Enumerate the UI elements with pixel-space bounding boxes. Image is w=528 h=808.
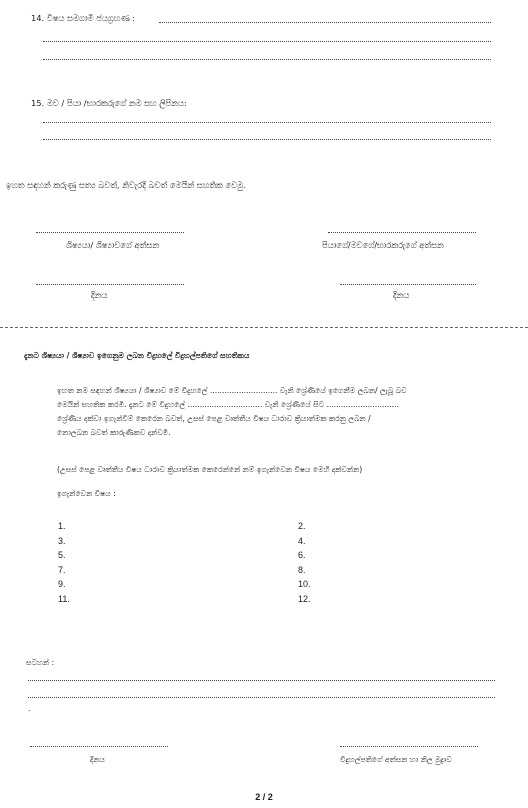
student-signature-line[interactable] [36, 232, 184, 233]
q14-answer-line[interactable] [43, 41, 491, 42]
q15-answer-line[interactable] [43, 139, 491, 140]
subject-number: 7. [58, 565, 66, 575]
declaration-text: ඉහත සඳහන් කරුණු සත්‍ය බවත්, නිවැරදි බවත් මෙයින් සහතික වෙමු. [6, 180, 246, 190]
certificate-date-label: දිනය [90, 755, 105, 764]
subject-number: 6. [298, 550, 306, 560]
date-line-left[interactable] [36, 284, 184, 285]
date-label-right: දිනය [393, 290, 410, 300]
student-signature-label: ශිෂ්‍යයා/ ශිෂ්‍යාවගේ අත්සන [66, 240, 159, 250]
principal-signature-line[interactable] [340, 746, 478, 747]
subject-number: 9. [58, 579, 66, 589]
remarks-line[interactable] [28, 697, 495, 698]
subject-number: 3. [58, 536, 66, 546]
subject-number: 1. [58, 521, 66, 531]
remarks-dot: . [28, 704, 31, 713]
q14-answer-line[interactable] [43, 59, 491, 60]
subject-number: 4. [298, 536, 306, 546]
parent-signature-label: පියාගේ/මවගේ/භාරකරුගේ අත්සන [322, 240, 444, 250]
subjects-label: ඉගැන්වෙන විෂය : [57, 489, 116, 498]
q15-label: 15. මව / පියා /භාරකරුගේ නම සහ ලිපිනය: [31, 98, 187, 108]
page-number: 2 / 2 [255, 792, 273, 802]
subject-number: 5. [58, 550, 66, 560]
certificate-paragraph-line: ශ්‍රේණිය දක්වා ඉගැන්වීම් කෙරෙන බවත්, උසස් පෙළ වෘත්තීය විෂය ධාරාව ක්‍රියාත්මක කරනු ලබන / [57, 414, 371, 423]
subject-number: 11. [58, 594, 70, 604]
remarks-label: සටහන් : [26, 658, 55, 667]
date-line-right[interactable] [340, 284, 476, 285]
section-divider [0, 327, 528, 328]
date-label-left: දිනය [91, 290, 108, 300]
q15-answer-line[interactable] [43, 122, 491, 123]
certificate-paragraph-line: මෙයින් සහතික කරමි. දැනට මේ විදුහලේ ............................... වැනි ශ්‍රේණියේ සිට .............................. [57, 400, 399, 409]
certificate-paragraph-line: නොලබන බවත් කාරුණිකව දන්වමි. [57, 428, 171, 437]
subject-number: 12. [298, 594, 311, 604]
q14-answer-line[interactable] [159, 22, 491, 23]
parent-signature-line[interactable] [328, 232, 476, 233]
subject-number: 10. [298, 579, 311, 589]
subject-number: 2. [298, 521, 306, 531]
certificate-title: දැනට ශිෂ්‍යයා / ශිෂ්‍යාව ඉගෙනුම ලබන විදුහලේ විදුහල්පතිගේ සහතිකය [24, 351, 250, 360]
subject-number: 8. [298, 565, 306, 575]
certificate-date-line[interactable] [30, 746, 168, 747]
subjects-note: (උසස් පෙළ වෘත්තීය විෂය ධාරාව ක්‍රියාත්මක කෙරෙන්නේ නම් ඉගැන්වෙන විෂය මෙහි දක්වන්න) [57, 465, 363, 474]
principal-signature-label: විදුහල්පතිගේ අත්සන හා නිල මුද්‍රාව [340, 755, 452, 764]
remarks-line[interactable] [28, 680, 495, 681]
q14-label: 14. විෂය සමගාමී ජයග්‍රහණ : [31, 13, 136, 23]
certificate-paragraph-line: ඉහත නම සඳහන් ශිෂ්‍යයා / ශිෂ්‍යාව මේ විදුහලේ ............................ වැනි ශ්‍රේණියේ ඉගෙනීම ලබන/ ලැබූ බව [57, 386, 407, 395]
